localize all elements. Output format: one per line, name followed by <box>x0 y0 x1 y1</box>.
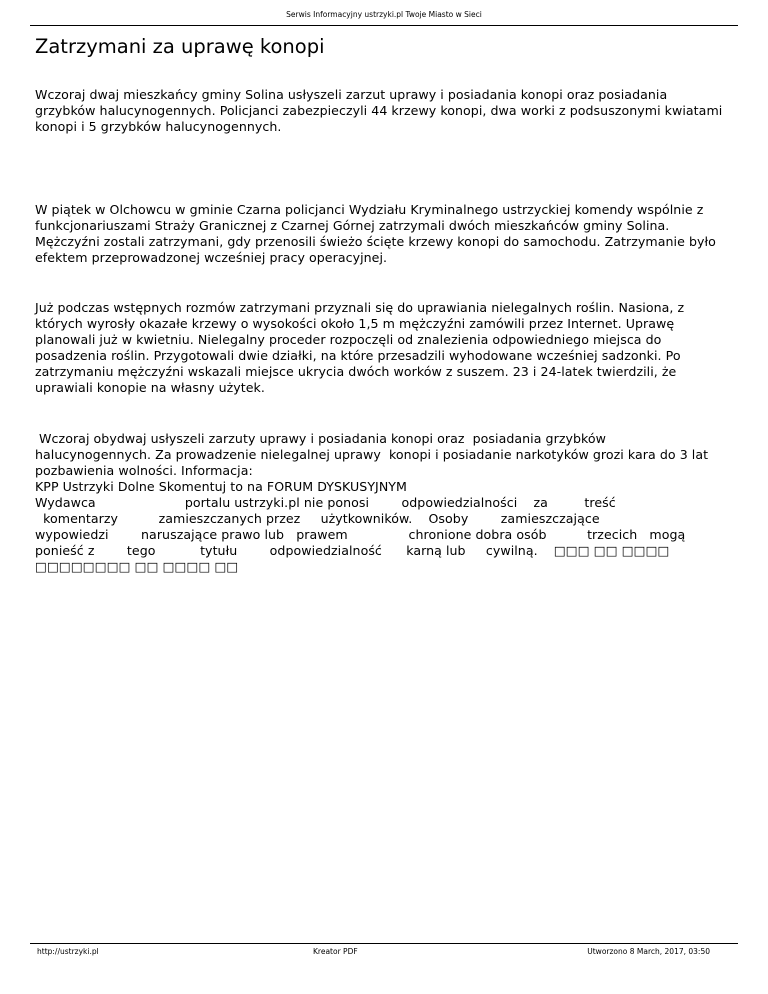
disclaimer-line: komentarzy zamieszczanych przez użytkowników. Osoby zamieszczające <box>35 511 600 526</box>
disclaimer-line: □□□□□□□□ □□ □□□□ □□ <box>35 559 239 574</box>
article-lead: Wczoraj dwaj mieszkańcy gminy Solina usłyszeli zarzut uprawy i posiadania konopi oraz posiadania grzybków halucynogennych. Policjanci zabezpieczyli 44 krzewy konopi, dwa worki z podsuszonymi kwiatami konopi i 5 grzybków halucynogennych. <box>35 87 723 134</box>
header-divider <box>30 25 738 26</box>
site-header: Serwis Informacyjny ustrzyki.pl Twoje Miasto w Sieci <box>286 10 482 19</box>
disclaimer-line: ponieść z tego tytułu odpowiedzialność karną lub cywilną. □□□ □□ □□□□ <box>35 543 670 558</box>
paragraph-4-line: pozbawienia wolności. Informacja: <box>35 463 253 478</box>
disclaimer-line: wypowiedzi naruszające prawo lub prawem chronione dobra osób trzecich mogą <box>35 527 686 542</box>
source-and-forum-line: KPP Ustrzyki Dolne Skomentuj to na FORUM DYSKUSYJNYM <box>35 479 407 494</box>
footer-url[interactable]: http://ustrzyki.pl <box>37 947 99 956</box>
footer-created-date: Utworzono 8 March, 2017, 03:50 <box>587 947 710 956</box>
article-paragraph-3: Już podczas wstępnych rozmów zatrzymani przyznali się do uprawiania nielegalnych roślin. Nasiona, z których wyrosły okazałe krzewy o wysokości około 1,5 m mężczyźni zamówili przez Internet. Uprawę planowali już w kwietniu. Nielegalny proceder rozpoczęli od znalezienia odpowiedniego miejsca do posadzenia roślin. Przygotowali dwie działki, na które przesadzili wyhodowane wcześniej sadzonki. Po zatrzymaniu mężczyźni wskazali miejsce ukrycia dwóch worków z suszem. 23 i 24-latek twierdzili, że uprawiali konopie na własny użytek. <box>35 300 685 395</box>
article-paragraph-2: W piątek w Olchowcu w gminie Czarna policjanci Wydziału Kryminalnego ustrzyckiej komendy wspólnie z funkcjonariuszami Straży Granicznej z Czarnej Górnej zatrzymali dwóch mieszkańców gminy Solina. Mężczyźni zostali zatrzymani, gdy przenosili świeżo ścięte krzewy konopi do samochodu. Zatrzymanie było efektem przeprowadzonej wcześniej pracy operacyjnej. <box>35 202 716 265</box>
disclaimer-line: Wydawca portalu ustrzyki.pl nie ponosi odpowiedzialności za treść <box>35 495 616 510</box>
footer-divider <box>30 943 738 944</box>
paragraph-4-line: halucynogennych. Za prowadzenie nielegalnej uprawy konopi i posiadanie narkotyków grozi kara do 3 lat <box>35 447 709 462</box>
article-title: Zatrzymani za uprawę konopi <box>35 35 325 58</box>
footer-generator: Kreator PDF <box>313 947 358 956</box>
article-paragraph-4 <box>35 431 728 575</box>
paragraph-4-line: Wczoraj obydwaj usłyszeli zarzuty uprawy i posiadania konopi oraz posiadania grzybków <box>35 431 607 446</box>
